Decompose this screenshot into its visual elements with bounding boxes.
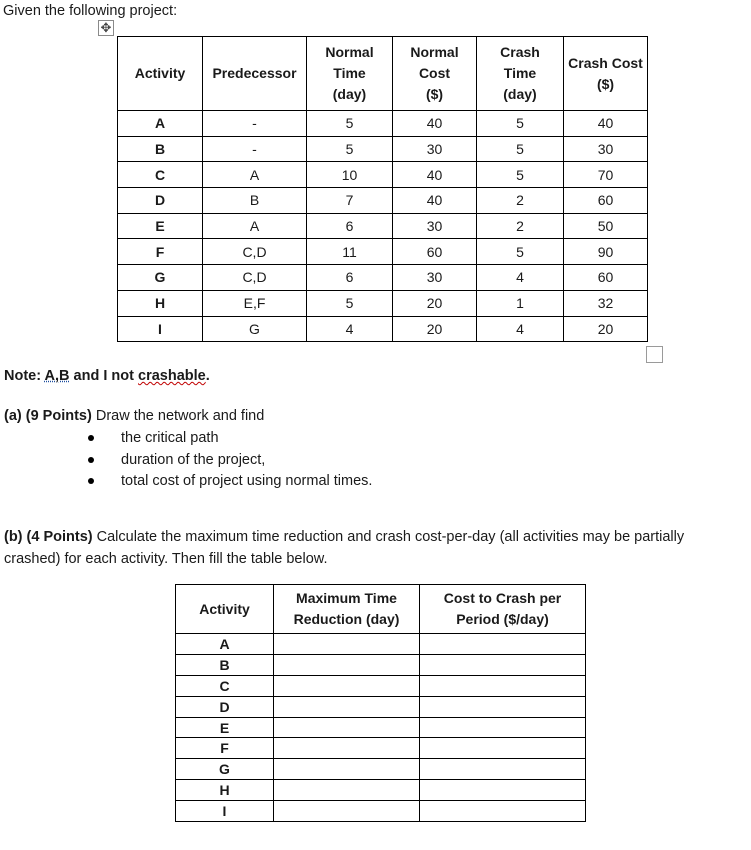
table-row [118,239,648,265]
crash-cell-cost-per-period[interactable] [420,696,586,717]
crash-cell-cost-per-period[interactable] [420,780,586,801]
cell-normal-cost: 30 [393,136,477,162]
cell-normal-cost: 40 [393,188,477,214]
crash-cell-cost-per-period[interactable] [420,738,586,759]
part-b-question: (b) (4 Points) Calculate the maximum time reduction and crash cost-per-day (all activities may be partially crashed) for each activity. Then fill the table below. [4,529,685,567]
table-row [118,265,648,291]
cell-predecessor: - [203,136,307,162]
cell-activity: C [118,162,203,188]
cell-predecessor: G [203,316,307,342]
table-row [118,188,648,214]
crash-cell-cost-per-period[interactable] [420,717,586,738]
crash-cell-max-reduction[interactable] [274,675,420,696]
cell-normal-time: 5 [307,290,393,316]
crash-table [175,584,586,822]
cell-activity: G [118,265,203,291]
cell-crash-cost: 60 [564,188,648,214]
cell-activity: E [118,213,203,239]
cell-predecessor: C,D [203,239,307,265]
cell-normal-cost: 20 [393,290,477,316]
crash-cell-max-reduction[interactable] [274,738,420,759]
table-row [176,780,586,801]
cell-activity: D [118,188,203,214]
bullet-item: the critical path [88,428,372,450]
table-row [176,717,586,738]
crash-cell-cost-per-period[interactable] [420,634,586,655]
cell-crash-time: 4 [477,265,564,291]
cell-normal-time: 7 [307,188,393,214]
table-row [118,136,648,162]
crash-cell-max-reduction[interactable] [274,759,420,780]
crash-cell-activity: I [176,801,274,822]
cell-crash-time: 2 [477,213,564,239]
cell-activity: I [118,316,203,342]
crash-cell-max-reduction[interactable] [274,696,420,717]
cell-normal-cost: 40 [393,111,477,137]
cell-crash-time: 5 [477,111,564,137]
cell-predecessor: - [203,111,307,137]
cell-normal-time: 10 [307,162,393,188]
crash-cell-cost-per-period[interactable] [420,675,586,696]
cell-normal-time: 6 [307,265,393,291]
cell-normal-time: 6 [307,213,393,239]
cell-predecessor: A [203,162,307,188]
crash-cell-activity: B [176,654,274,675]
crash-cell-max-reduction[interactable] [274,634,420,655]
crash-cell-max-reduction[interactable] [274,654,420,675]
table-row [176,696,586,717]
crash-cell-activity: G [176,759,274,780]
header-normal-cost: Normal Cost ($) [393,37,477,111]
cell-normal-cost: 30 [393,265,477,291]
cell-crash-time: 1 [477,290,564,316]
crash-cell-activity: H [176,780,274,801]
cell-crash-time: 4 [477,316,564,342]
cell-crash-cost: 60 [564,265,648,291]
cell-activity: H [118,290,203,316]
cell-crash-time: 5 [477,162,564,188]
crash-header-activity: Activity [176,585,274,634]
cell-crash-cost: 20 [564,316,648,342]
project-table [117,36,648,342]
table-row [118,316,648,342]
intro-text: Given the following project: [3,3,178,19]
cell-crash-cost: 70 [564,162,648,188]
header-activity: Activity [118,37,203,111]
table-row [118,162,648,188]
header-normal-time: Normal Time (day) [307,37,393,111]
cell-crash-time: 5 [477,136,564,162]
table-row [176,738,586,759]
cell-normal-time: 11 [307,239,393,265]
crash-cell-cost-per-period[interactable] [420,801,586,822]
cell-crash-time: 2 [477,188,564,214]
table-row [176,654,586,675]
bullet-item: duration of the project, [88,450,372,472]
crash-cell-max-reduction[interactable] [274,801,420,822]
header-crash-cost: Crash Cost ($) [564,37,648,111]
cell-crash-cost: 40 [564,111,648,137]
table-row [118,111,648,137]
crash-cell-activity: E [176,717,274,738]
crash-cell-activity: A [176,634,274,655]
crash-cell-max-reduction[interactable] [274,717,420,738]
cell-activity: B [118,136,203,162]
cell-crash-cost: 32 [564,290,648,316]
cell-normal-cost: 60 [393,239,477,265]
move-cross-icon[interactable]: ✥ [98,20,114,36]
table-row [176,675,586,696]
bullet-item: total cost of project using normal times. [88,471,372,493]
crash-cell-activity: C [176,675,274,696]
cell-normal-cost: 30 [393,213,477,239]
crash-header-max-reduction: Maximum Time Reduction (day) [274,585,420,634]
crash-header-cost-per-period: Cost to Crash per Period ($/day) [420,585,586,634]
table-row [176,759,586,780]
cell-predecessor: E,F [203,290,307,316]
cell-activity: A [118,111,203,137]
cell-normal-time: 5 [307,136,393,162]
cell-normal-time: 4 [307,316,393,342]
header-predecessor: Predecessor [203,37,307,111]
cell-normal-cost: 40 [393,162,477,188]
part-a-question: (a) (9 Points) Draw the network and find [4,408,265,424]
cell-predecessor: A [203,213,307,239]
cell-predecessor: C,D [203,265,307,291]
table-row [176,634,586,655]
cell-crash-cost: 90 [564,239,648,265]
crash-cell-max-reduction[interactable] [274,780,420,801]
crash-cell-cost-per-period[interactable] [420,759,586,780]
cell-normal-time: 5 [307,111,393,137]
crash-cell-cost-per-period[interactable] [420,654,586,675]
cell-crash-time: 5 [477,239,564,265]
table-row [118,213,648,239]
cell-activity: F [118,239,203,265]
part-a-bullets [88,428,372,493]
cell-normal-cost: 20 [393,316,477,342]
cell-predecessor: B [203,188,307,214]
cell-crash-cost: 50 [564,213,648,239]
cell-crash-cost: 30 [564,136,648,162]
table-row [118,290,648,316]
table-resize-handle[interactable] [646,346,663,363]
crash-cell-activity: D [176,696,274,717]
crash-cell-activity: F [176,738,274,759]
header-crash-time: Crash Time (day) [477,37,564,111]
note-text: Note: A,B and I not crashable. [4,368,210,384]
table-row [176,801,586,822]
